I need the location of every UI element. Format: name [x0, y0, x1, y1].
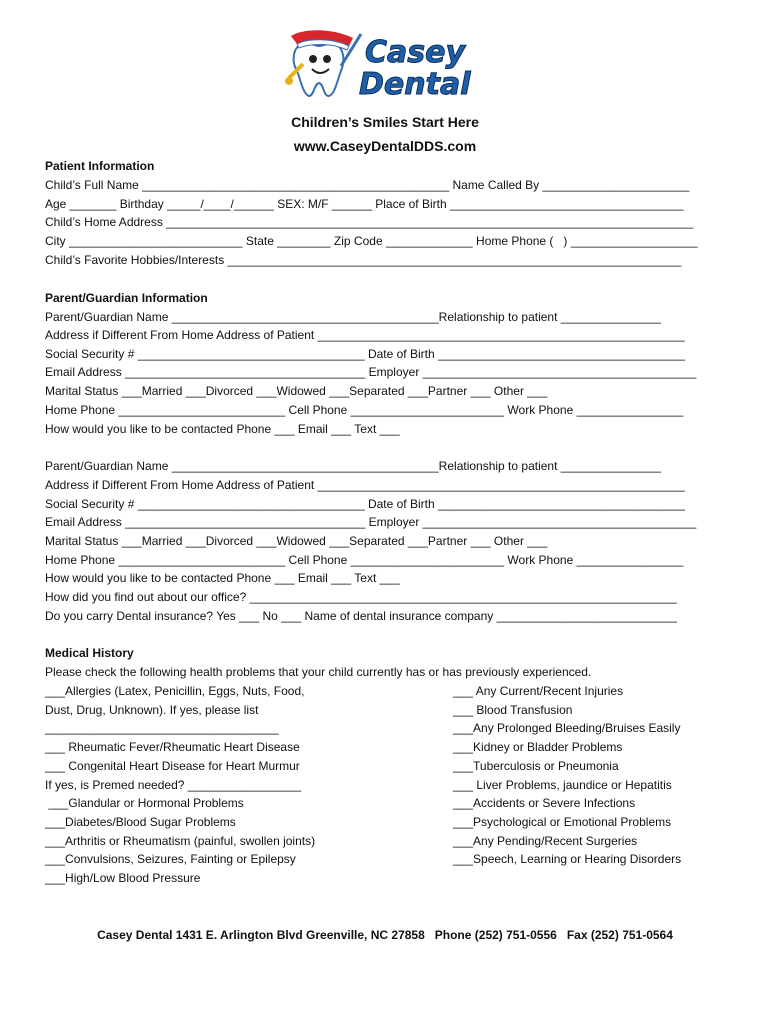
medical-history-intro: Please check the following health problems that your child currently has or has previously experienced. — [45, 665, 592, 679]
medical-checkbox-item[interactable]: ___ Congenital Heart Disease for Heart Murmur — [45, 759, 300, 773]
guardian-field-line[interactable]: Home Phone _________________________ Cell Phone _______________________ Work Phone ________________ — [45, 403, 684, 417]
guardian-field-line[interactable]: Home Phone _________________________ Cell Phone _______________________ Work Phone ________________ — [45, 553, 684, 567]
guardian-info-heading: Parent/Guardian Information — [45, 291, 208, 305]
patient-field-line[interactable]: Child’s Full Name ______________________________________________ Name Called By ______________________ — [45, 178, 690, 192]
medical-checkbox-item[interactable]: ___Psychological or Emotional Problems — [453, 815, 672, 829]
website-url: www.CaseyDentalDDS.com — [293, 138, 477, 154]
guardian-field-line[interactable]: Social Security # __________________________________ Date of Birth _____________________________________ — [45, 497, 685, 511]
patient-field-line[interactable]: City __________________________ State ________ Zip Code _____________ Home Phone ( ) ___________________ — [45, 234, 698, 248]
guardian-field-line[interactable]: Marital Status ___Married ___Divorced ___Widowed ___Separated ___Partner ___ Other ___ — [45, 534, 548, 548]
patient-field-line[interactable]: Child’s Home Address _______________________________________________________________________________ — [45, 215, 694, 229]
guardian-field-line[interactable]: Address if Different From Home Address of Patient _______________________________________________________ — [45, 478, 685, 492]
guardian-field-line[interactable]: How would you like to be contacted Phone ___ Email ___ Text ___ — [45, 571, 400, 585]
footer-contact-info: Casey Dental 1431 E. Arlington Blvd Greenville, NC 27858 Phone (252) 751-0556 Fax (252) 751-0564 — [97, 928, 673, 942]
form-title: Children’s Smiles Start Here — [291, 114, 479, 130]
guardian-field-line[interactable]: How would you like to be contacted Phone ___ Email ___ Text ___ — [45, 422, 400, 436]
medical-checkbox-item[interactable]: ___Speech, Learning or Hearing Disorders — [453, 852, 682, 866]
casey-dental-logo — [283, 26, 478, 102]
medical-checkbox-item[interactable]: ___Arthritis or Rheumatism (painful, swollen joints) — [45, 834, 316, 848]
patient-field-line[interactable]: Child’s Favorite Hobbies/Interests ____________________________________________________________________ — [45, 253, 682, 267]
medical-checkbox-item[interactable]: ___Allergies (Latex, Penicillin, Eggs, Nuts, Food, — [45, 684, 305, 698]
medical-checkbox-item[interactable]: ___ Rheumatic Fever/Rheumatic Heart Disease — [45, 740, 300, 754]
guardian-field-line[interactable]: Email Address ____________________________________ Employer _________________________________________ — [45, 515, 697, 529]
medical-checkbox-item[interactable]: ___High/Low Blood Pressure — [45, 871, 201, 885]
medical-checkbox-item[interactable]: ___Glandular or Hormonal Problems — [45, 796, 244, 810]
medical-checkbox-item[interactable]: ___Tuberculosis or Pneumonia — [453, 759, 619, 773]
medical-checkbox-item: Dust, Drug, Unknown). If yes, please list — [45, 703, 259, 717]
logo-word-dental: Dental — [359, 67, 471, 102]
guardian-field-line[interactable]: Social Security # __________________________________ Date of Birth _____________________________________ — [45, 347, 685, 361]
guardian-field-line[interactable]: Marital Status ___Married ___Divorced ___Widowed ___Separated ___Partner ___ Other ___ — [45, 384, 548, 398]
patient-info-heading: Patient Information — [45, 159, 155, 173]
patient-field-line[interactable]: Age _______ Birthday _____/____/______ SEX: M/F ______ Place of Birth ___________________________________ — [45, 197, 684, 211]
medical-checkbox-item[interactable]: ___Any Prolonged Bleeding/Bruises Easily — [453, 721, 681, 735]
medical-checkbox-item[interactable]: ___Accidents or Severe Infections — [453, 796, 636, 810]
guardian-field-line[interactable]: How did you find out about our office? ________________________________________________________________ — [45, 590, 677, 604]
guardian-field-line[interactable]: Email Address ____________________________________ Employer _________________________________________ — [45, 365, 697, 379]
medical-checkbox-item[interactable]: ___ Liver Problems, jaundice or Hepatitis — [453, 778, 672, 792]
medical-checkbox-item[interactable]: ___Diabetes/Blood Sugar Problems — [45, 815, 236, 829]
medical-checkbox-item[interactable]: ___Convulsions, Seizures, Fainting or Epilepsy — [45, 852, 296, 866]
guardian-field-line[interactable]: Do you carry Dental insurance? Yes ___ No ___ Name of dental insurance company ___________________________ — [45, 609, 677, 623]
logo-word-casey: Casey — [365, 35, 466, 70]
medical-history-heading: Medical History — [45, 646, 134, 660]
guardian-field-line[interactable]: Parent/Guardian Name ________________________________________Relationship to patient _______________ — [45, 459, 661, 473]
guardian-field-line[interactable]: Address if Different From Home Address of Patient _______________________________________________________ — [45, 328, 685, 342]
medical-checkbox-item[interactable]: ___Any Pending/Recent Surgeries — [453, 834, 638, 848]
medical-list-blank[interactable]: ___________________________________ — [45, 721, 279, 735]
medical-checkbox-item[interactable]: ___ Blood Transfusion — [453, 703, 573, 717]
medical-checkbox-item[interactable]: If yes, is Premed needed? _________________ — [45, 778, 302, 792]
medical-checkbox-item[interactable]: ___Kidney or Bladder Problems — [453, 740, 623, 754]
medical-checkbox-item[interactable]: ___ Any Current/Recent Injuries — [453, 684, 624, 698]
guardian-field-line[interactable]: Parent/Guardian Name ________________________________________Relationship to patient _______________ — [45, 310, 661, 324]
